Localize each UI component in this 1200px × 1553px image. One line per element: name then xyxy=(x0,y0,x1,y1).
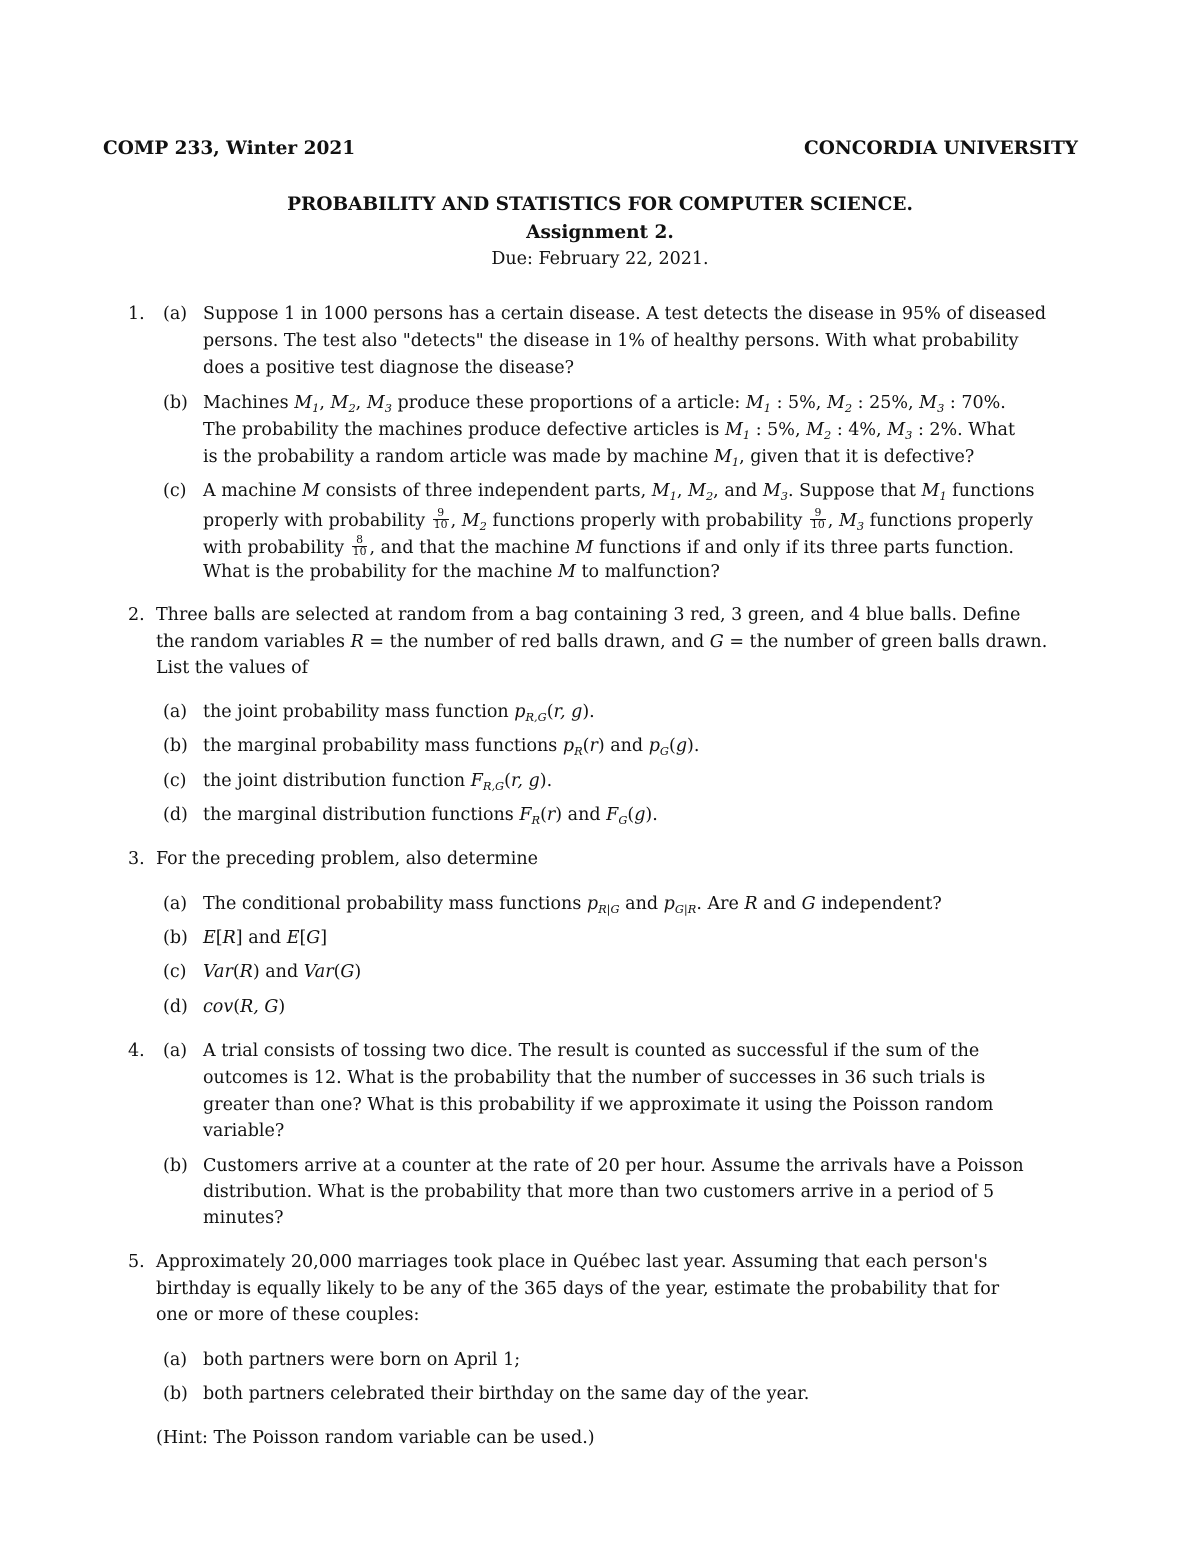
q3a-text: independent? xyxy=(821,894,942,914)
q1b-value: : 70%. xyxy=(949,393,1006,413)
q1c-text: functions properly xyxy=(869,510,1033,531)
q3-number: 3. xyxy=(128,849,145,869)
fraction xyxy=(352,535,368,558)
q4b-line1: Customers arrive at a counter at the rate of 20 per hour. Assume the arrivals have a Poisson xyxy=(203,1156,1024,1176)
q3c-line: Var(R) and Var(G) xyxy=(203,962,362,982)
q1c-text: functions if and only if its three parts function. xyxy=(599,537,1014,558)
q2c-line: the joint distribution function $F_{R,G}(r$, g). xyxy=(203,771,553,793)
q1b-label: (b) xyxy=(163,393,188,413)
q5a-line: both partners were born on April 1; xyxy=(203,1350,521,1370)
q2c-label: (c) xyxy=(163,771,187,791)
q1c-text: functions xyxy=(952,481,1035,501)
fraction-numerator: 8 xyxy=(352,535,368,547)
q1c-text: with probability xyxy=(203,537,345,558)
document-title: PROBABILITY AND STATISTICS FOR COMPUTER SCIENCE. xyxy=(287,194,913,215)
q3b-line: E[R] and E[G] xyxy=(203,928,328,948)
q1b-text: Machines xyxy=(203,393,289,413)
q2-text: the number of green balls drawn. xyxy=(749,632,1048,652)
q2-line1: Three balls are selected at random from a bag containing 3 red, 3 green, and 4 blue balls. Define xyxy=(156,605,1021,625)
q1b-line3: is the probability a random article was made by machine $M_1$, given that it is defective? xyxy=(203,447,975,469)
q1a-line2: persons. The test also "detects" the disease in 1% of healthy persons. With what probability xyxy=(203,331,1019,351)
q1c-text: properly with probability xyxy=(203,510,426,531)
q1c-text: functions properly with probability xyxy=(492,510,803,531)
q2-number: 2. xyxy=(128,605,145,625)
q1b-value: : 4%, xyxy=(836,420,882,440)
due-date: Due: February 22, 2021. xyxy=(491,249,709,269)
q1c-text: consists of three independent parts, xyxy=(325,481,647,501)
q2b-line: the marginal probability mass functions $p_R(r)$ and $p_G(g)$. xyxy=(203,736,700,758)
q2-line3: List the values of xyxy=(156,658,309,678)
q4b-line2: distribution. What is the probability that more than two customers arrive in a period of 5 xyxy=(203,1182,995,1202)
q1a-line3: does a positive test diagnose the disease? xyxy=(203,358,575,378)
q1c-text: A machine xyxy=(203,481,297,501)
q4a-line1: A trial consists of tossing two dice. The result is counted as successful if the sum of the xyxy=(203,1041,980,1061)
q1b-line2: The probability the machines produce defective articles is $M_1$ : 5%, $M_2$ : 4%, $M_3$ : 2%. What xyxy=(203,420,1016,442)
q1c-text: , and that the machine xyxy=(369,537,570,558)
q3-intro: For the preceding problem, also determine xyxy=(156,849,539,869)
q3c-text: and xyxy=(265,962,299,982)
fraction-denominator: 10 xyxy=(810,517,825,531)
fraction xyxy=(810,508,826,531)
assignment-number: Assignment 2. xyxy=(526,222,674,243)
q2d-text: the marginal distribution functions xyxy=(203,805,514,825)
q3a-label: (a) xyxy=(163,894,188,914)
q2d-text: and xyxy=(567,805,601,825)
q3c-label: (c) xyxy=(163,962,187,982)
q3d-label: (d) xyxy=(163,997,188,1017)
q1b-line1: Machines $M_1$, $M_2$, $M_3$ produce these proportions of a article: $M_1$ : 5%, $M_2$ : 25%, $M_3$ : 70%. xyxy=(203,393,1006,415)
q5-line2: birthday is equally likely to be any of the 365 days of the year, estimate the probability that for xyxy=(156,1279,1000,1299)
q4a-label: (a) xyxy=(163,1041,188,1061)
q1b-value: : 25%, xyxy=(857,393,914,413)
q4b-line3: minutes? xyxy=(203,1208,284,1228)
q2-line2: the random variables R = the number of red balls drawn, and G = the number of green balls drawn. xyxy=(156,632,1048,652)
page-header xyxy=(103,138,1078,159)
q5-line3: one or more of these couples: xyxy=(156,1305,420,1325)
q2a-text: the joint probability mass function xyxy=(203,702,509,722)
q5-hint: (Hint: The Poisson random variable can be used.) xyxy=(156,1428,595,1448)
q3a-text: and xyxy=(625,894,659,914)
q1c-label: (c) xyxy=(163,481,187,501)
q1b-value: : 5%, xyxy=(755,420,801,440)
q1b-text: The probability the machines produce defective articles is xyxy=(203,420,720,440)
q3b-label: (b) xyxy=(163,928,188,948)
q1c-text: to malfunction? xyxy=(581,562,720,582)
q3a-text: and xyxy=(763,894,797,914)
q1a-label: (a) xyxy=(163,304,188,324)
q2a-label: (a) xyxy=(163,702,188,722)
q2d-label: (d) xyxy=(163,805,188,825)
q1b-text: , given that it is defective? xyxy=(739,447,975,467)
q2a-line: the joint probability mass function $p_{R,G}(r$, g). xyxy=(203,702,595,724)
course-label: COMP 233, Winter 2021 xyxy=(103,138,356,159)
q4a-line3: greater than one? What is this probability if we approximate it using the Poisson random xyxy=(203,1095,994,1115)
q3a-text: . Are xyxy=(696,894,739,914)
q5b-label: (b) xyxy=(163,1384,188,1404)
q5-line1: Approximately 20,000 marriages took place in Québec last year. Assuming that each person's xyxy=(156,1252,988,1272)
q2b-text: the marginal probability mass functions xyxy=(203,736,558,756)
fraction-denominator: 10 xyxy=(433,517,448,531)
q2c-text: the joint distribution function xyxy=(203,771,466,791)
university-label: CONCORDIA UNIVERSITY xyxy=(804,138,1078,159)
q3b-text: and xyxy=(248,928,282,948)
q3a-line: The conditional probability mass functions $p_{R|G}$ and $p_{G|R}$. Are R and G independent? xyxy=(203,894,942,916)
q4a-line4: variable? xyxy=(203,1121,285,1141)
q1b-text: is the probability a random article was made by machine xyxy=(203,447,709,467)
q2-text: the number of red balls drawn, and xyxy=(389,632,705,652)
q2d-line: the marginal distribution functions $F_R(r)$ and $F_G(g)$. xyxy=(203,805,658,827)
q5b-line: both partners celebrated their birthday on the same day of the year. xyxy=(203,1384,810,1404)
q2b-label: (b) xyxy=(163,736,188,756)
fraction-numerator: 9 xyxy=(433,508,449,520)
q1c-line3: with probability $\frac{8}{10}$ , and that the machine M functions if and only if its three parts function. xyxy=(203,533,1014,558)
q4a-line2: outcomes is 12. What is the probability that the number of successes in 36 such trials is xyxy=(203,1068,986,1088)
q4-number: 4. xyxy=(128,1041,145,1061)
q4b-label: (b) xyxy=(163,1156,188,1176)
fraction-denominator: 10 xyxy=(352,544,367,558)
q3a-text: The conditional probability mass functions xyxy=(203,894,582,914)
q1c-line2: properly with probability $\frac{9}{10}$ , $M_2$ functions properly with probability $\frac{9}{10}$ , $M_3$ functions properly xyxy=(203,506,1033,533)
q1c-text: . Suppose that xyxy=(787,481,916,501)
q2b-text: and xyxy=(610,736,644,756)
q1b-text: produce these proportions of a article: xyxy=(397,393,741,413)
q1c-line1: A machine M consists of three independent parts, $M_1$, $M_2$, and $M_3$. Suppose that $M_1$ functions xyxy=(203,481,1035,503)
q5-number: 5. xyxy=(128,1252,145,1272)
q1c-text: and xyxy=(724,481,758,501)
q1c-line4: What is the probability for the machine M to malfunction? xyxy=(203,562,720,582)
q1-number: 1. xyxy=(128,304,145,324)
fraction xyxy=(433,508,449,531)
q1c-text: What is the probability for the machine xyxy=(203,562,553,582)
q5a-label: (a) xyxy=(163,1350,188,1370)
q3d-line: cov(R, G) xyxy=(203,997,286,1017)
q1b-value: : 5%, xyxy=(776,393,822,413)
q1b-value: : 2%. What xyxy=(917,420,1016,440)
q2-text: the random variables xyxy=(156,632,346,652)
fraction-numerator: 9 xyxy=(810,508,826,520)
q1a-line1: Suppose 1 in 1000 persons has a certain disease. A test detects the disease in 95% of diseased xyxy=(203,304,1047,324)
